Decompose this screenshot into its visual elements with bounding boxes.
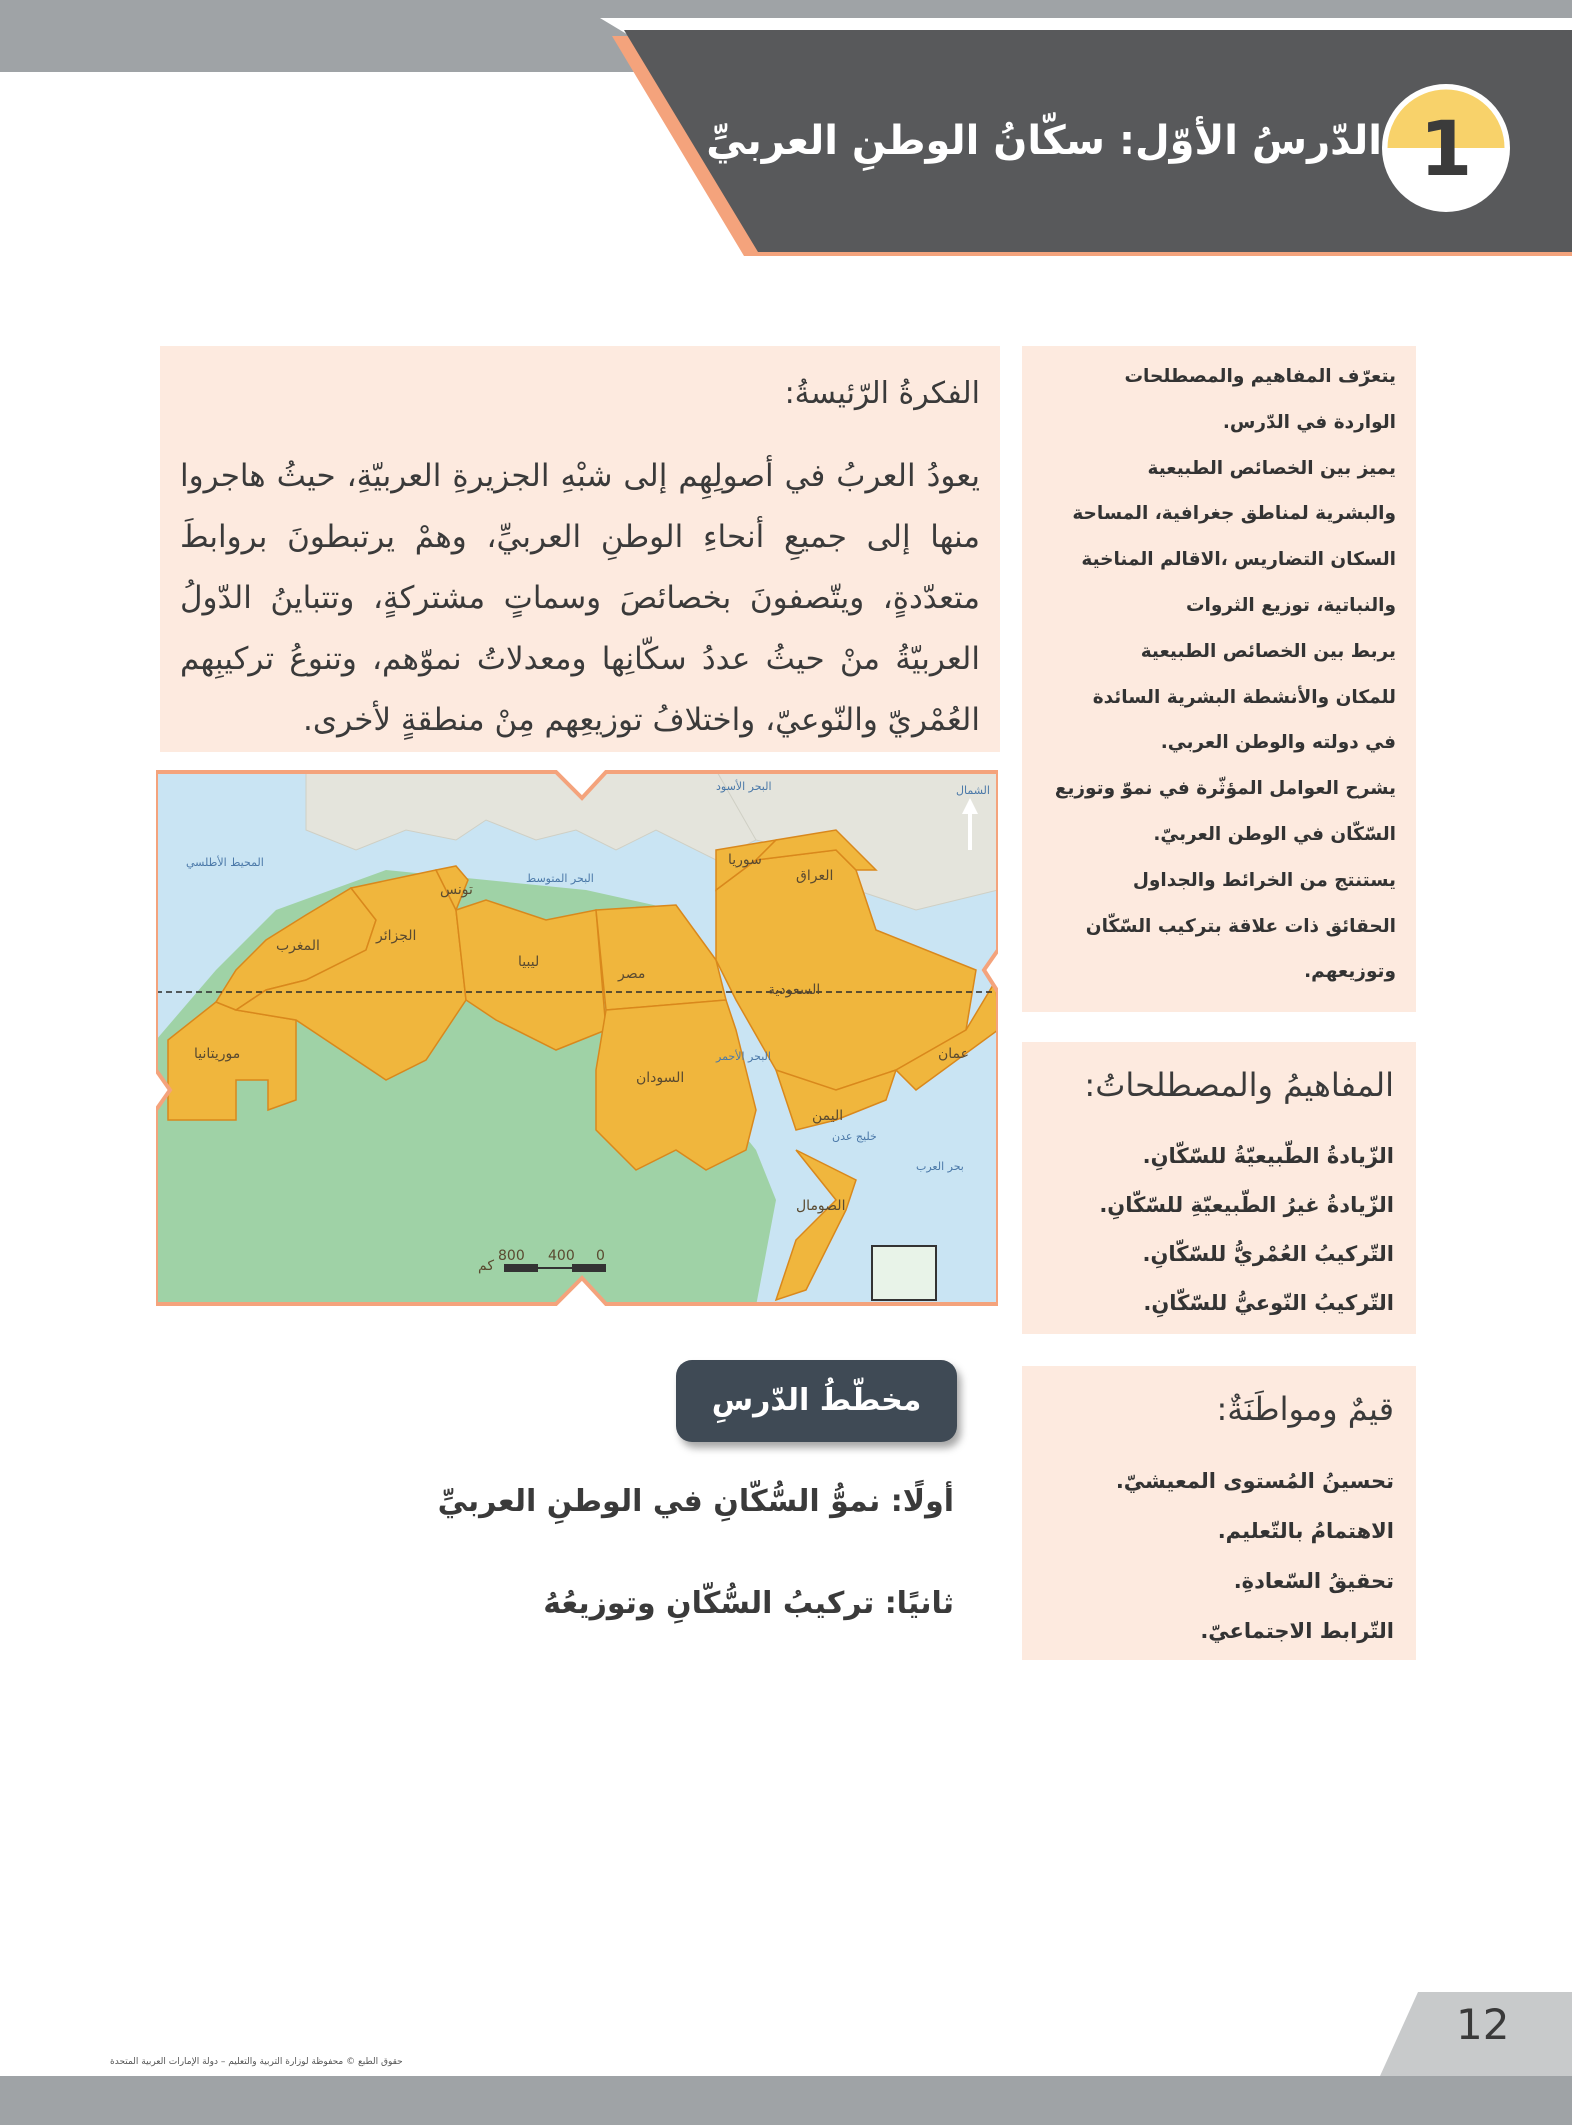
concepts-list xyxy=(1099,1132,1394,1328)
objective-item: للمكان والأنشطة البشرية السائدة xyxy=(1092,686,1396,708)
main-idea-title: الفكرةُ الرّئيسةُ: xyxy=(784,376,980,411)
map-label-red-sea: البحر الأحمر xyxy=(716,1050,771,1063)
lesson-title: الدّرسُ الأوّل: سكّانُ الوطنِ العربيِّ xyxy=(706,118,1382,164)
value-item: تحسينُ المُستوى المعيشيّ. xyxy=(1115,1469,1394,1493)
objective-item: يميز بين الخصائص الطبيعية xyxy=(1147,457,1396,479)
objective-item: يربط بين الخصائص الطبيعية xyxy=(1140,640,1396,662)
concept-item: التّركيبُ العُمْريُّ للسّكّانِ. xyxy=(1142,1242,1394,1266)
values-panel xyxy=(1022,1366,1416,1660)
copyright-note: حقوق الطبع © محفوظة لوزارة التربية والتعليم – دولة الإمارات العربية المتحدة xyxy=(110,2057,403,2067)
concepts-title: المفاهيمُ والمصطلحاتُ: xyxy=(1084,1066,1394,1104)
objective-item: يتعرّف المفاهيم والمصطلحات xyxy=(1124,366,1396,387)
objectives-panel xyxy=(1022,346,1416,1012)
scale-label-400: 400 xyxy=(548,1248,575,1264)
scale-label-unit: كم xyxy=(478,1258,494,1274)
map-label-algeria: الجزائر xyxy=(376,928,417,944)
page-number: 12 xyxy=(1456,2000,1510,2049)
concept-item: الزّيادةُ الطّبيعيّةُ للسّكّانِ. xyxy=(1142,1144,1394,1168)
values-list xyxy=(1116,1456,1394,1656)
main-idea-text: يعودُ العربُ في أصولِهِم إلى شبْهِ الجزيرةِ العربيّةِ، حيثُ هاجروا منها إلى جميعِ أنحاءِ الوطنِ العربيِّ، وهمْ يرتبطونَ بروابطَ متعدّدةٍ، ويتّصفونَ بخصائصَ وسماتٍ مشتركةٍ، وتتباينُ الدّولُ العربيّةُ منْ حيثُ عددُ سكّانِها ومعدلاتُ نموّهم، وتنوعُ تركيبِهم العُمْريّ والنّوعيّ، واختلافُ توزيعِهم مِنْ منطقةٍ لأخرى. xyxy=(180,458,980,738)
value-item: الاهتمامُ بالتّعليم. xyxy=(1217,1519,1394,1543)
objective-item: والبشرية لمناطق جغرافية، المساحة xyxy=(1072,503,1396,525)
map-label-mediterranean: البحر المتوسط xyxy=(526,872,594,885)
arab-world-map xyxy=(156,770,998,1306)
value-item: تحقيقُ السّعادةِ. xyxy=(1233,1569,1394,1593)
objective-item: الواردة في الدّرس. xyxy=(1222,411,1396,433)
map-label-egypt: مصر xyxy=(618,966,646,982)
objective-item: السّكّان في الوطن العربيّ. xyxy=(1153,823,1396,845)
map-label-gulf-of-aden: خليج عدن xyxy=(832,1130,877,1143)
objective-item: يستنتج من الخرائط والجداول xyxy=(1132,869,1396,891)
map-label-mauritania: موريتانيا xyxy=(194,1046,241,1062)
lesson-plan-button[interactable]: مخطّطُ الدّرسِ xyxy=(676,1360,957,1442)
objective-item: السكان التضاريس ،الاقالم المناخية xyxy=(1081,549,1396,571)
inset-map xyxy=(872,1246,936,1300)
scale-label-800: 800 xyxy=(498,1248,525,1264)
map-label-arabian-sea: بحر العرب xyxy=(916,1160,964,1173)
objective-item: وتوزيعهم. xyxy=(1304,961,1396,983)
objective-item: والنباتية، توزيع الثروات xyxy=(1185,594,1396,616)
map-label-libya: ليبيا xyxy=(518,954,540,970)
values-title: قيمٌ ومواطَنَةٌ: xyxy=(1216,1390,1394,1428)
lesson-number: 1 xyxy=(1419,104,1473,193)
concepts-panel xyxy=(1022,1042,1416,1334)
map-label-morocco: المغرب xyxy=(276,938,320,954)
map-label-saudi: السعودية xyxy=(768,982,821,998)
scale-label-0: 0 xyxy=(596,1248,605,1264)
map-label-sudan: السودان xyxy=(636,1070,685,1086)
map-label-yemen: اليمن xyxy=(812,1108,844,1124)
map-label-syria: سوريا xyxy=(728,852,762,868)
map-north-label: الشمال xyxy=(956,784,990,797)
map-label-atlantic: المحيط الأطلسي xyxy=(186,856,264,869)
map-label-iraq: العراق xyxy=(796,868,834,884)
objective-item: يشرح العوامل المؤثّرة في نموّ وتوزيع xyxy=(1054,778,1396,800)
concept-item: الزّيادةُ غيرُ الطّبيعيّةِ للسّكّانِ. xyxy=(1099,1193,1394,1217)
map-label-black-sea: البحر الأسود xyxy=(716,780,772,793)
map-label-tunisia: تونس xyxy=(440,882,473,898)
lesson-plan-item: ثانيًا: تركيبُ السُّكّانِ وتوزيعُهُ xyxy=(543,1586,954,1621)
objective-item: الحقائق ذات علاقة بتركيب السّكّان xyxy=(1085,915,1396,937)
lesson-plan-item: أولًا: نموُّ السُّكّانِ في الوطنِ العربيِّ xyxy=(437,1484,954,1519)
objectives-list xyxy=(1032,354,1396,995)
map-label-somalia: الصومال xyxy=(796,1198,846,1214)
map-label-oman: عمان xyxy=(938,1046,969,1062)
main-idea-panel xyxy=(160,346,1000,752)
value-item: التّرابط الاجتماعيّ. xyxy=(1200,1619,1394,1643)
concept-item: التّركيبُ النّوعيُّ للسّكّانِ. xyxy=(1143,1291,1394,1315)
objective-item: في دولته والوطن العربي. xyxy=(1160,732,1396,754)
